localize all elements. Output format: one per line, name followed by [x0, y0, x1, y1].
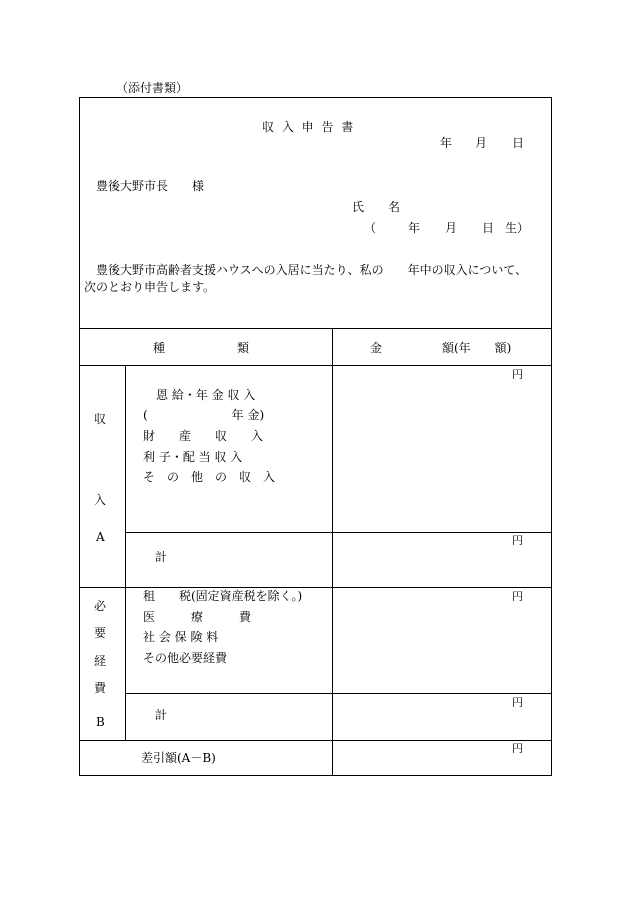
category-column-divider [125, 365, 126, 740]
addressee: 豊後大野市長 様 [96, 179, 205, 193]
birth-open-paren: （ [364, 221, 377, 235]
form-title: 収 入 申 告 書 [262, 120, 356, 134]
date-day: 日 [512, 136, 525, 150]
amount-column-divider [332, 328, 333, 776]
expenses-bottom-border [79, 740, 552, 741]
expenses-subtotal-border [125, 693, 552, 694]
applicant-name-label: 氏 名 [352, 200, 401, 214]
income-item-pension: 恩 給・年 金 収 入 [156, 388, 256, 402]
income-item-pension-type: ( 年 金) [143, 408, 265, 422]
header-kind: 種 類 [153, 341, 250, 355]
income-subtotal-yen: 円 [512, 534, 523, 547]
expense-item-medical: 医 療 費 [143, 610, 252, 624]
birth-year: 年 [408, 221, 421, 235]
header-amount: 金 額(年 額) [370, 341, 512, 355]
income-bottom-border [79, 587, 552, 588]
expense-item-other: その他必要経費 [143, 651, 228, 665]
income-label-char-1: 収 [94, 412, 107, 426]
attachment-label: （添付書類） [116, 81, 189, 95]
expense-item-social-insurance: 社 会 保 険 料 [143, 630, 219, 644]
birth-day: 日 [482, 221, 495, 235]
income-subtotal-label: 計 [155, 550, 168, 564]
table-top-border [79, 328, 552, 329]
income-label-char-2: 入 [94, 493, 107, 507]
expense-item-taxes: 租 税(固定資産税を除く。) [143, 589, 303, 603]
statement-line-2: 次のとおり申告します。 [84, 280, 216, 294]
expenses-subtotal-label: 計 [155, 708, 168, 722]
income-items-yen: 円 [512, 368, 523, 381]
income-subtotal-border [125, 532, 552, 533]
expenses-label-char-5: B [96, 715, 105, 729]
birth-close: 生） [505, 221, 530, 235]
expenses-subtotal-yen: 円 [512, 696, 523, 709]
difference-label: 差引額(A－B) [141, 751, 216, 765]
statement-line-1: 豊後大野市高齢者支援ハウスへの入居に当たり、私の 年中の収入について、 [96, 263, 528, 277]
expenses-label-char-2: 要 [94, 626, 107, 640]
income-item-other: そ の 他 の 収 入 [143, 470, 276, 484]
expense-items-yen: 円 [512, 590, 523, 603]
expenses-label-char-4: 費 [94, 681, 107, 695]
birth-month: 月 [445, 221, 458, 235]
income-item-property: 財 産 収 入 [143, 429, 264, 443]
header-bottom-border [79, 365, 552, 366]
income-item-interest-dividend: 利 子・配 当 収 入 [143, 450, 243, 464]
date-month: 月 [475, 136, 488, 150]
income-label-char-3: A [96, 530, 105, 544]
difference-yen: 円 [512, 742, 523, 755]
expenses-label-char-3: 経 [94, 654, 107, 668]
date-year: 年 [440, 136, 453, 150]
expenses-label-char-1: 必 [94, 599, 107, 613]
